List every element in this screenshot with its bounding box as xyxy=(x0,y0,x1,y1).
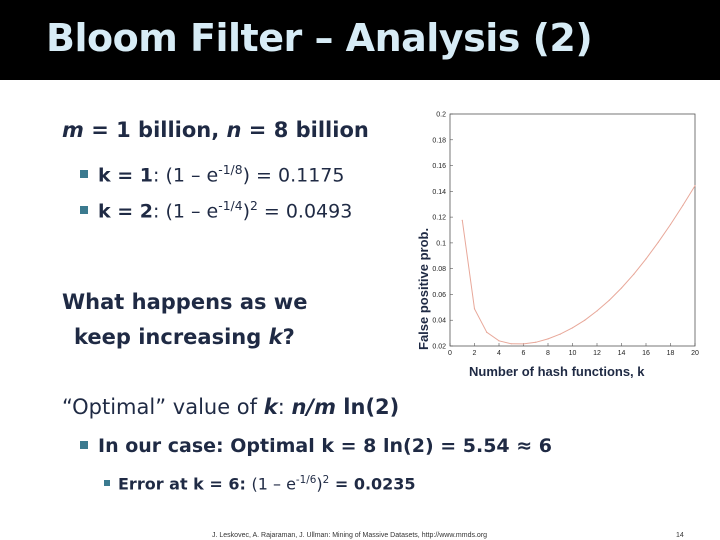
bullet-question: What happens as we xyxy=(62,290,308,314)
data-point xyxy=(609,300,610,301)
sub-bullet-our-case: In our case: Optimal k = 8 ln(2) = 5.54 ≈ 6 xyxy=(80,435,552,457)
y-tick-label: 0.06 xyxy=(432,291,446,299)
x-tick-label: 20 xyxy=(691,350,699,357)
data-point xyxy=(462,220,463,221)
bullet-m-n: m = 1 billion, n = 8 billion xyxy=(62,118,369,142)
data-point xyxy=(511,343,512,344)
data-point xyxy=(523,343,524,344)
y-tick-label: 0.18 xyxy=(432,137,446,145)
x-tick-label: 4 xyxy=(497,350,501,357)
y-tick-label: 0.08 xyxy=(432,266,446,274)
footer-citation: J. Leskovec, A. Rajaraman, J. Ullman: Mining of Massive Datasets, http://www.mmds.org xyxy=(212,532,488,539)
y-tick-label: 0.12 xyxy=(432,214,446,222)
x-tick-label: 18 xyxy=(666,350,675,357)
slide-title: Bloom Filter – Analysis (2) xyxy=(46,16,593,60)
data-point xyxy=(621,287,622,288)
x-tick-label: 8 xyxy=(546,350,550,357)
sub-bullet-error: Error at k = 6: $(1 - e^{-1/6})^2 = 0.0235$ xyxy=(104,474,416,493)
y-tick-label: 0.02 xyxy=(432,343,446,351)
data-point xyxy=(486,332,487,333)
data-point xyxy=(596,310,597,311)
data-point xyxy=(560,334,561,335)
bullet-question-line2: keep increasing k? xyxy=(74,325,295,349)
y-tick-label: 0.16 xyxy=(432,163,446,171)
x-tick-label: 14 xyxy=(617,350,626,357)
data-point xyxy=(670,224,671,225)
x-tick-label: 12 xyxy=(593,350,601,357)
y-tick-label: 0.04 xyxy=(432,317,446,325)
x-tick-label: 16 xyxy=(642,350,650,357)
x-tick-label: 2 xyxy=(472,350,477,357)
series-line xyxy=(462,186,695,344)
data-point xyxy=(694,185,695,186)
data-point xyxy=(645,258,646,259)
page-number: 14 xyxy=(676,532,684,539)
data-point xyxy=(633,274,634,275)
data-point xyxy=(584,320,585,321)
data-point xyxy=(474,308,475,309)
x-axis-label: Number of hash functions, k xyxy=(469,364,645,379)
plot-frame xyxy=(450,114,695,346)
x-tick-label: 0 xyxy=(448,350,452,357)
y-axis-label: False positive prob. xyxy=(416,227,431,350)
data-point xyxy=(535,342,536,343)
series-points xyxy=(462,185,696,344)
sub-bullet-k1: k = 1: $(1 - e^{-1/8}) = 0.1175$ xyxy=(80,163,344,186)
y-tick-label: 0.14 xyxy=(432,188,446,196)
x-axis-ticks xyxy=(448,343,699,357)
y-tick-label: 0.1 xyxy=(436,240,446,248)
y-tick-label: 0.2 xyxy=(436,111,446,119)
data-point xyxy=(572,327,573,328)
sub-bullet-k2: k = 2: $(1 - e^{-1/4})^2 = 0.0493$ xyxy=(80,199,352,222)
x-tick-label: 6 xyxy=(521,350,526,357)
data-point xyxy=(498,340,499,341)
bullet-optimal-k: “Optimal” value of k: n/m ln(2) xyxy=(62,395,400,419)
x-tick-label: 10 xyxy=(568,350,577,357)
data-point xyxy=(658,242,659,243)
data-point xyxy=(682,205,683,206)
data-point xyxy=(547,338,548,339)
